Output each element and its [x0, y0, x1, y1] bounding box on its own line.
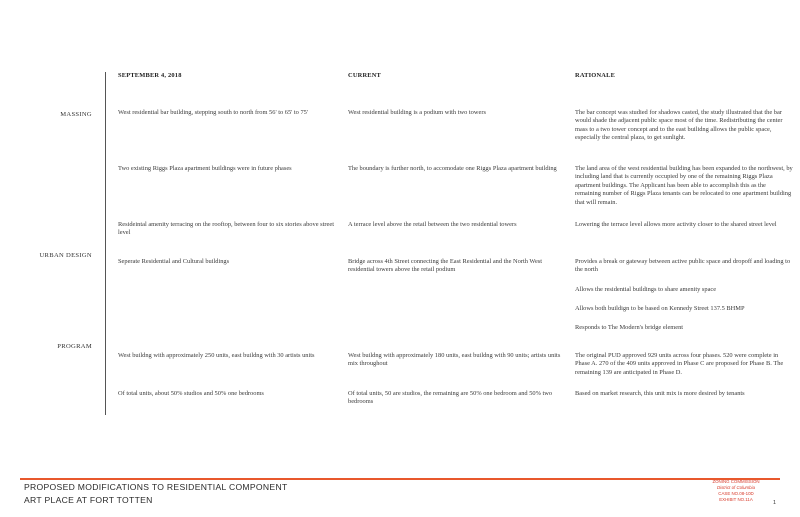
- row-1-date: West residential bar building, stepping south to north from 56' to 65' to 75': [118, 109, 309, 116]
- row-7-rationale: Responds to The Modern's bridge element: [575, 324, 684, 331]
- stamp-line-4: EXHIBIT NO.11A: [719, 497, 753, 502]
- row-9-rationale: Based on market research, this unit mix is more desired by tenants: [575, 390, 745, 397]
- row-3-rationale: Lowering the terrace level allows more activity closer to the shared street level: [575, 221, 777, 228]
- row-1-rationale: The bar concept was studied for shadows casted, the study illustrated that the bar would shade the adjacent public space most of the time. Redistributing the center mass to a two tower concept and to the east builidng allows the public space, especially the central plaza, to get sunlight.: [575, 109, 783, 142]
- row-4-current: Bridge across 4th Street connecting the East Residential and the North West residential towers above the retail podium: [348, 258, 543, 274]
- stamp-line-1: ZONING COMMISSION: [712, 479, 760, 484]
- section-urban-design: URBAN DESIGN: [39, 252, 92, 259]
- row-3-date: Resideintal amenity terracing on the rooftop, between four to six stories above street level: [118, 221, 334, 237]
- row-2-date: Two existing Riggs Plaza apartment buildings were in future phases: [118, 165, 292, 172]
- section-massing: MASSING: [60, 111, 92, 118]
- header-date: SEPTEMBER 4, 2018: [118, 72, 182, 79]
- row-3-current: A terrace level above the retail between the two residential towers: [348, 221, 517, 228]
- stamp-line-2: District of Columbia: [716, 485, 756, 490]
- row-1-current: West residential building is a podium with two towers: [348, 109, 486, 116]
- footer-rule: [20, 478, 780, 480]
- vertical-divider: [105, 72, 106, 415]
- row-8-current: West buildng with approximately 180 units, east buildng with 90 units; artists units mix throughout: [348, 352, 561, 368]
- section-program: PROGRAM: [57, 343, 92, 350]
- row-2-current: The boundary is further north, to accomodate one Riggs Plaza apartment building: [348, 165, 557, 172]
- page-number: 1: [773, 500, 777, 506]
- row-8-rationale: The original PUD approved 929 units across four phases. 520 were complete in Phase A. 270 of the 409 units approved in Phase C are proposed for Phase B. The remaining 139 are anticipated in Phase D.: [575, 352, 784, 376]
- row-4-rationale: Provides a break or gateway between active public space and dropoff and loading to the north: [575, 258, 791, 274]
- row-5-rationale: Allows the residential buildings to share amenity space: [575, 286, 717, 293]
- header-current: CURRENT: [348, 72, 382, 79]
- row-6-rationale: Allows both buildign to be based on Kennedy Street 137.5 BHMP: [575, 305, 745, 312]
- row-9-date: Of total units, about 50% studios and 50% one bedrooms: [118, 390, 264, 397]
- zoning-stamp: [696, 479, 776, 503]
- row-9-current: Of total units, 50 are studios, the remaining are 50% one bedroom and 50% two bedrooms: [348, 390, 553, 406]
- row-2-rationale: The land area of the west residential building has been expanded to the northwest, by including land that is currently occupied by one of the remaining Riggs Plaza apartment buildings. The Applicant has been able to accomplish this as the remaining number of Riggs Plaza tenants can be relocated to one apartment building that will remain.: [575, 165, 793, 206]
- row-4-date: Seperate Residential and Cultural buildings: [118, 258, 230, 265]
- stamp-line-3: CASE NO.08-10D: [718, 491, 754, 496]
- header-rationale: RATIONALE: [575, 72, 616, 79]
- row-8-date: West buildng with approximately 250 units, east buildng with 30 artists units: [118, 352, 315, 359]
- footer-title: PROPOSED MODIFICATIONS TO RESIDENTIAL COMPONENT: [24, 482, 288, 492]
- footer-subtitle: ART PLACE AT FORT TOTTEN: [24, 495, 153, 505]
